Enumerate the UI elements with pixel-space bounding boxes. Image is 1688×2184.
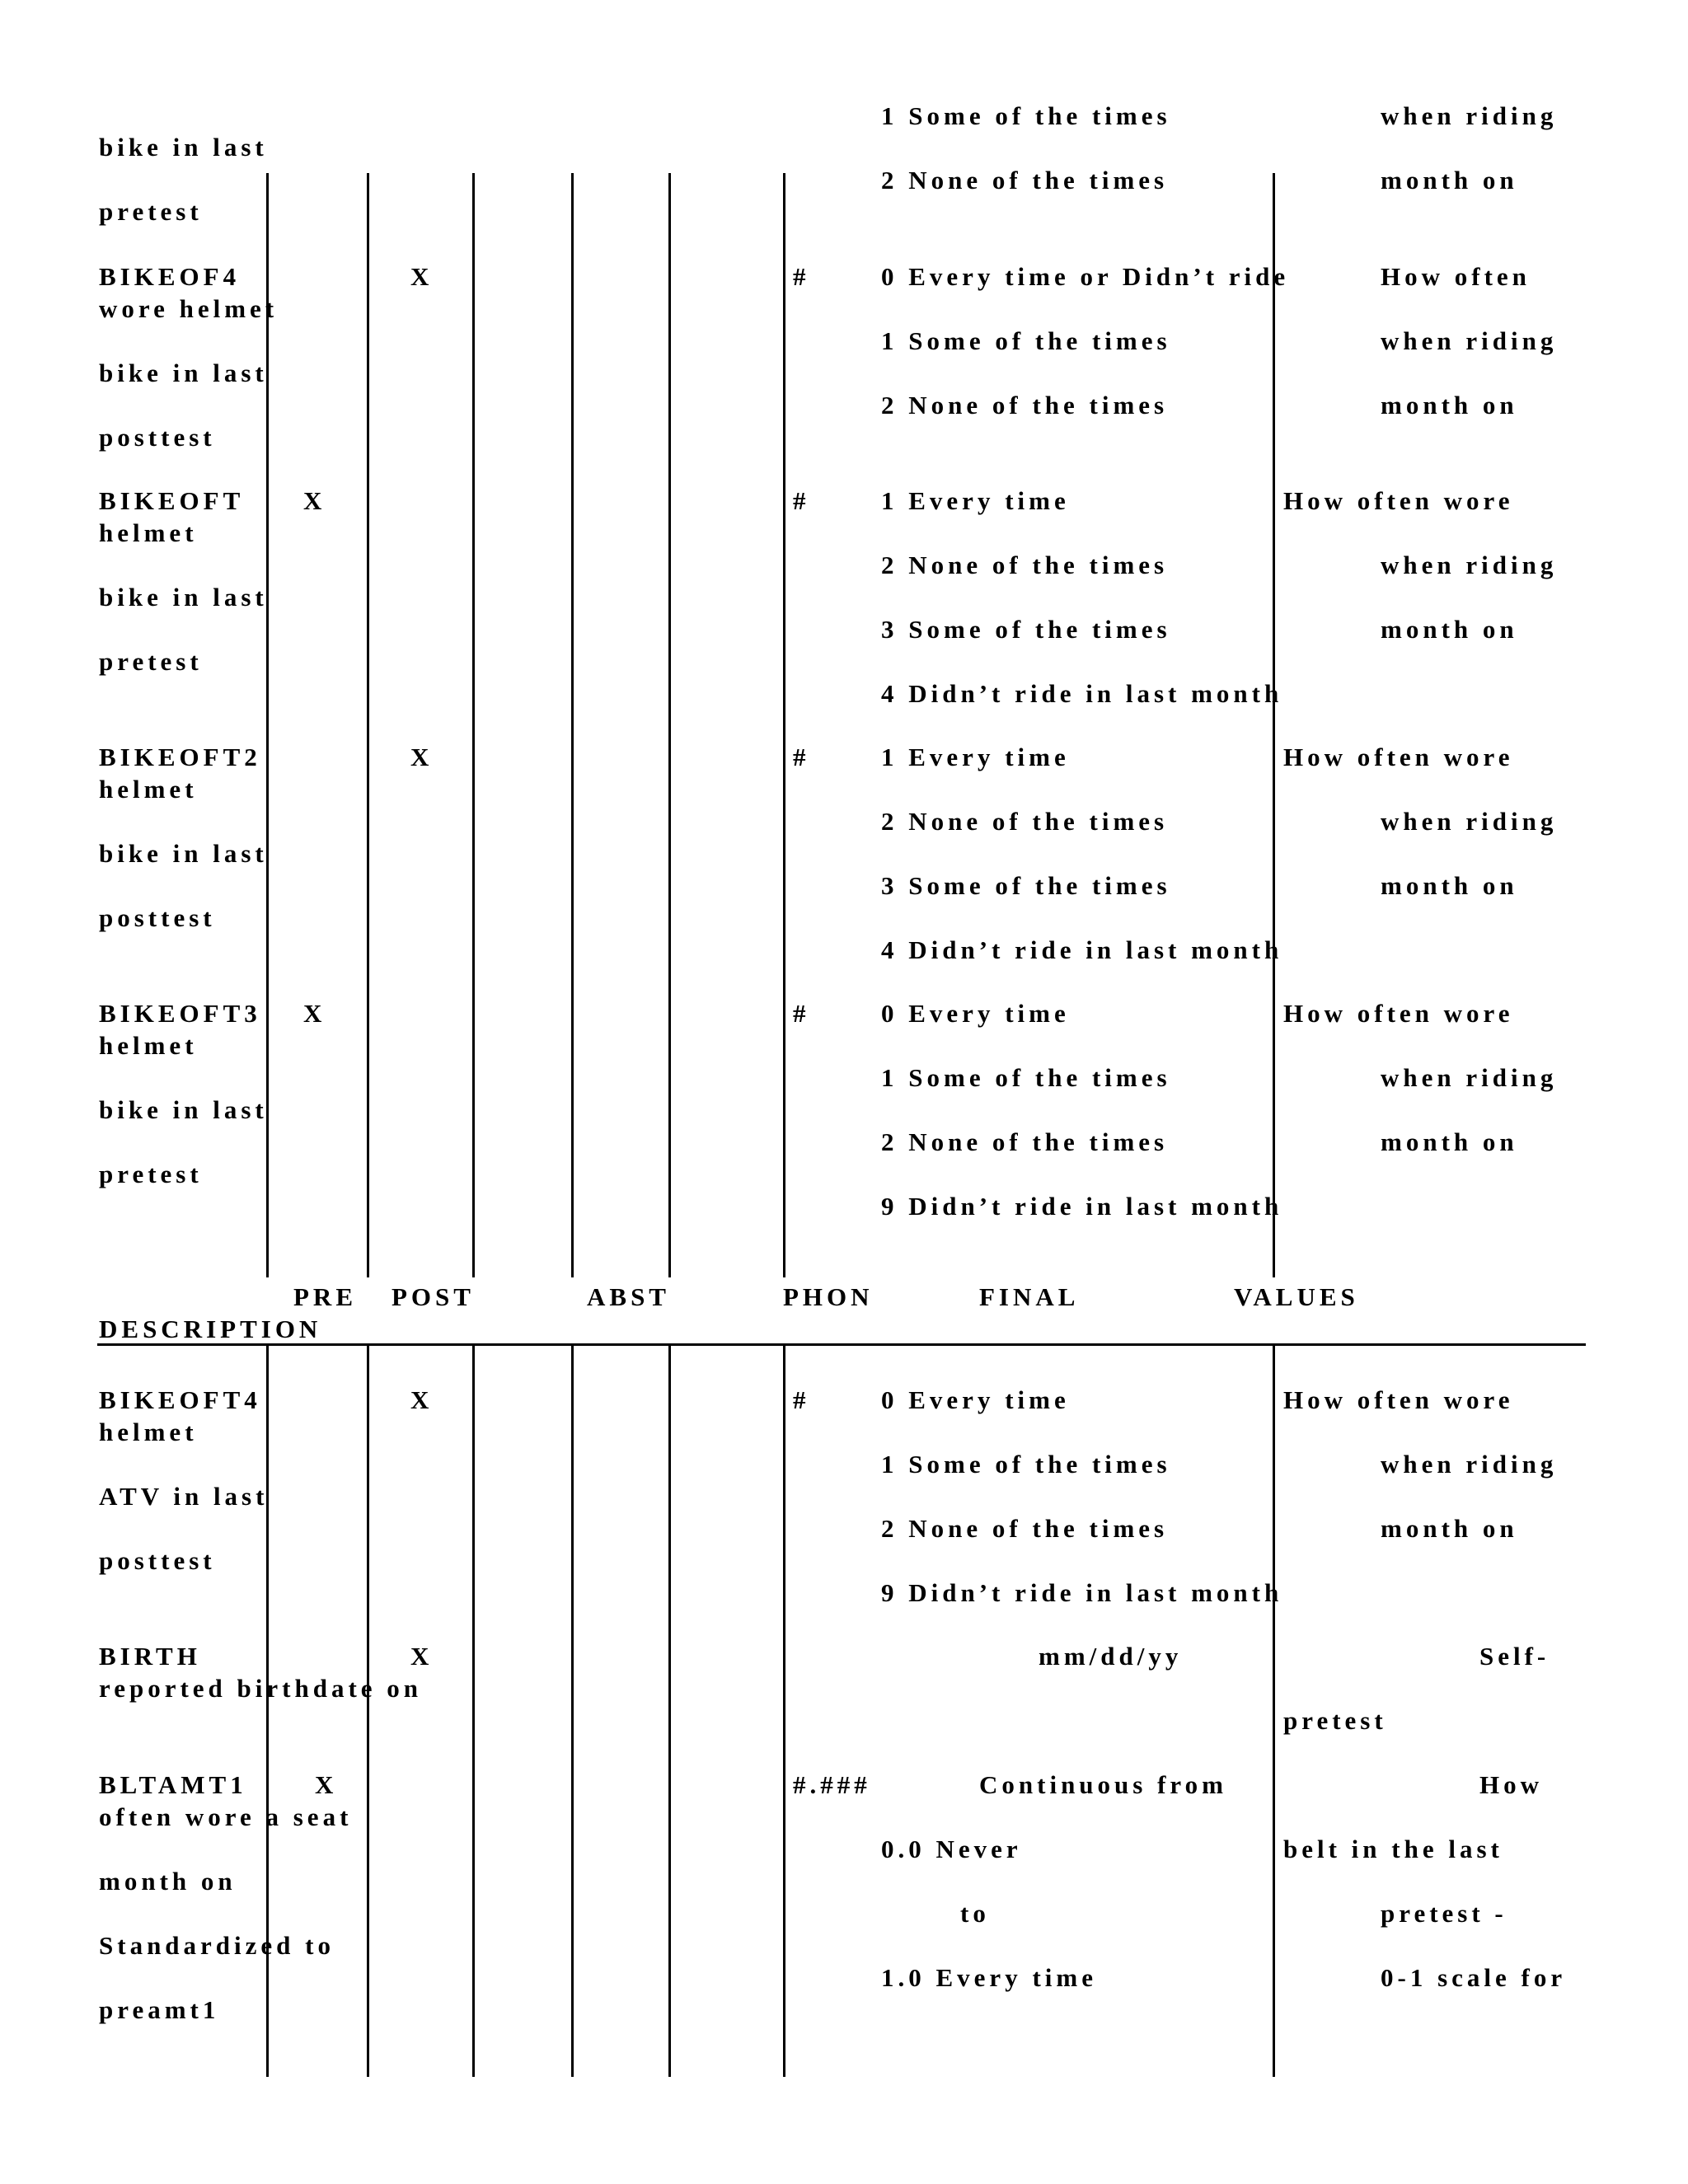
- cell-note: when riding: [1381, 101, 1558, 130]
- cell-description: helmet: [99, 1031, 198, 1060]
- cell-note: when riding: [1381, 1063, 1558, 1092]
- cell-note: pretest -: [1381, 1899, 1507, 1928]
- cell-description: pretest: [99, 647, 203, 676]
- cell-description: bike in last: [99, 359, 268, 387]
- variable-name: BIKEOFT2: [99, 743, 261, 771]
- variable-name: BIKEOF4: [99, 262, 241, 291]
- cell-note: pretest: [1283, 1706, 1387, 1735]
- cell-value: 1 Every time: [881, 743, 1070, 771]
- format-code: #: [793, 1385, 810, 1414]
- cell-note: How often wore: [1283, 486, 1514, 515]
- cell-note: when riding: [1381, 326, 1558, 355]
- cell-description: Standardized to: [99, 1931, 335, 1960]
- cell-note: How often wore: [1283, 1385, 1514, 1414]
- variable-name: BLTAMT1: [99, 1770, 247, 1799]
- cell-description: posttest: [99, 423, 216, 452]
- format-code: #.###: [793, 1770, 871, 1799]
- rule-pre-post: [367, 1345, 369, 2077]
- format-code: #: [793, 486, 810, 515]
- cell-description: often wore a seat: [99, 1802, 353, 1831]
- cell-note: month on: [1381, 1127, 1518, 1156]
- variable-name: BIKEOFT3: [99, 999, 261, 1028]
- cell-description: posttest: [99, 1546, 216, 1575]
- rule-pre-post: [367, 173, 369, 1277]
- cell-description: pretest: [99, 1160, 203, 1188]
- cell-value: 0.0 Never: [881, 1835, 1022, 1863]
- header-pre: PRE: [293, 1282, 357, 1311]
- cell-value: mm/dd/yy: [1039, 1642, 1183, 1671]
- variable-name: BIKEOFT4: [99, 1385, 261, 1414]
- post-mark: X: [410, 262, 434, 291]
- cell-note: How often: [1381, 262, 1531, 291]
- cell-value: 1 Some of the times: [881, 1450, 1171, 1479]
- cell-note: month on: [1381, 1514, 1518, 1543]
- cell-note: month on: [1381, 391, 1518, 419]
- cell-note: How: [1479, 1770, 1543, 1799]
- cell-note: How often wore: [1283, 999, 1514, 1028]
- rule-pre-left: [266, 1345, 269, 2077]
- cell-value: 2 None of the times: [881, 1514, 1169, 1543]
- header-values: VALUES: [1234, 1282, 1359, 1311]
- cell-note: when riding: [1381, 807, 1558, 836]
- cell-description: reported birthdate on: [99, 1674, 423, 1703]
- cell-value: 2 None of the times: [881, 391, 1169, 419]
- cell-description: helmet: [99, 775, 198, 804]
- rule-phon-left: [783, 173, 785, 1277]
- cell-note: when riding: [1381, 551, 1558, 579]
- format-code: #: [793, 262, 810, 291]
- rule-post-right: [472, 1345, 475, 2077]
- rule-abst-right: [668, 1345, 671, 2077]
- cell-note: month on: [1381, 615, 1518, 644]
- cell-value: 4 Didn’t ride in last month: [881, 679, 1283, 708]
- header-phon: PHON: [783, 1282, 874, 1311]
- cell-value: 1 Some of the times: [881, 326, 1171, 355]
- cell-note: belt in the last: [1283, 1835, 1503, 1863]
- cell-description: preamt1: [99, 1995, 220, 2024]
- cell-value: 1 Every time: [881, 486, 1070, 515]
- cell-value: Continuous from: [979, 1770, 1227, 1799]
- post-mark: X: [410, 743, 434, 771]
- cell-value: 9 Didn’t ride in last month: [881, 1578, 1283, 1607]
- cell-description: ATV in last: [99, 1482, 269, 1511]
- pre-mark: X: [303, 999, 326, 1028]
- cell-value: 9 Didn’t ride in last month: [881, 1192, 1283, 1221]
- variable-name: BIKEOFT: [99, 486, 245, 515]
- cell-description: helmet: [99, 518, 198, 547]
- cell-note: 0-1 scale for: [1381, 1963, 1567, 1992]
- rule-abst-left: [571, 1345, 574, 2077]
- rule-phon-left: [783, 1345, 785, 2077]
- cell-value: 1.0 Every time: [881, 1963, 1097, 1992]
- cell-value: 2 None of the times: [881, 166, 1169, 194]
- cell-value: to: [960, 1899, 990, 1928]
- cell-description: wore helmet: [99, 294, 279, 323]
- header-description: DESCRIPTION: [99, 1315, 322, 1343]
- cell-note: How often wore: [1283, 743, 1514, 771]
- cell-description: posttest: [99, 903, 216, 932]
- post-mark: X: [410, 1385, 434, 1414]
- format-code: #: [793, 743, 810, 771]
- pre-mark: X: [315, 1770, 338, 1799]
- cell-value: 3 Some of the times: [881, 871, 1171, 900]
- cell-value: 1 Some of the times: [881, 101, 1171, 130]
- cell-note: Self-: [1479, 1642, 1550, 1671]
- cell-description: bike in last: [99, 583, 268, 612]
- cell-value: 2 None of the times: [881, 551, 1169, 579]
- variable-name: BIRTH: [99, 1642, 201, 1671]
- cell-description: month on: [99, 1867, 237, 1896]
- rule-abst-right: [668, 173, 671, 1277]
- header-abst: ABST: [587, 1282, 670, 1311]
- post-mark: X: [410, 1642, 434, 1671]
- header-underline: [97, 1343, 1586, 1346]
- cell-value: 0 Every time: [881, 999, 1070, 1028]
- cell-value: 0 Every time or Didn’t ride: [881, 262, 1290, 291]
- cell-value: 0 Every time: [881, 1385, 1070, 1414]
- header-final: FINAL: [979, 1282, 1080, 1311]
- rule-post-right: [472, 173, 475, 1277]
- rule-notes-left: [1273, 1345, 1275, 2077]
- cell-description: bike in last: [99, 133, 268, 162]
- cell-value: 1 Some of the times: [881, 1063, 1171, 1092]
- cell-description: helmet: [99, 1418, 198, 1446]
- cell-description: pretest: [99, 197, 203, 226]
- cell-description: bike in last: [99, 1095, 268, 1124]
- cell-note: month on: [1381, 166, 1518, 194]
- pre-mark: X: [303, 486, 326, 515]
- format-code: #: [793, 999, 810, 1028]
- cell-note: month on: [1381, 871, 1518, 900]
- cell-description: bike in last: [99, 839, 268, 868]
- rule-notes-left: [1273, 173, 1275, 1277]
- header-post: POST: [392, 1282, 475, 1311]
- cell-value: 2 None of the times: [881, 1127, 1169, 1156]
- cell-value: 3 Some of the times: [881, 615, 1171, 644]
- cell-value: 2 None of the times: [881, 807, 1169, 836]
- rule-abst-left: [571, 173, 574, 1277]
- cell-note: when riding: [1381, 1450, 1558, 1479]
- cell-value: 4 Didn’t ride in last month: [881, 935, 1283, 964]
